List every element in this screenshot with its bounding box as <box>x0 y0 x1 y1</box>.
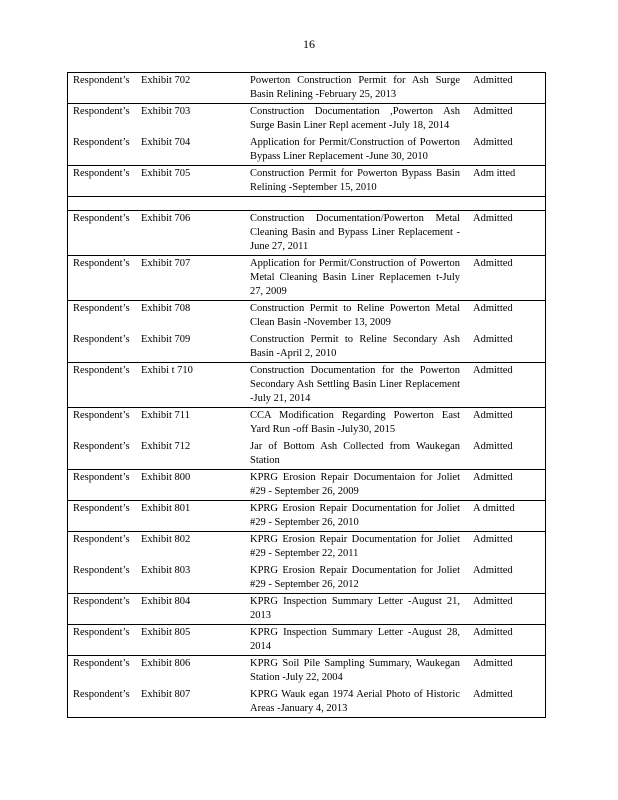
exhibit-description: CCA Modification Regarding Powerton East Yard Run -off Basin -July30, 2015 <box>250 410 460 435</box>
party-label: Respondent’s <box>73 137 130 148</box>
exhibit-group <box>68 73 545 104</box>
exhibit-group <box>68 501 545 532</box>
exhibit-number: Exhibit 706 <box>141 213 191 224</box>
page-number: 16 <box>303 37 315 51</box>
exhibit-row <box>68 211 545 255</box>
exhibit-number: Exhibit 805 <box>141 627 191 638</box>
exhibit-row <box>68 363 545 407</box>
exhibit-description: Construction Documentation/Powerton Metal Cleaning Basin and Bypass Liner Replacement -June 27, 2011 <box>250 213 460 252</box>
exhibit-number: Exhibit 802 <box>141 534 191 545</box>
party-label: Respondent’s <box>73 503 130 514</box>
exhibit-row <box>68 408 545 438</box>
exhibit-row <box>68 532 545 562</box>
exhibit-status: Adm itted <box>473 168 516 179</box>
party-label: Respondent’s <box>73 627 130 638</box>
exhibit-description: Construction Documentation ,Powerton Ash Surge Basin Liner Repl acement -July 18, 2014 <box>250 106 460 131</box>
exhibit-group <box>68 656 545 718</box>
exhibit-number: Exhibit 707 <box>141 258 191 269</box>
party-label: Respondent’s <box>73 106 130 117</box>
exhibit-status: Admitted <box>473 627 513 638</box>
exhibit-description: Construction Permit to Reline Powerton Metal Clean Basin -November 13, 2009 <box>250 303 460 328</box>
exhibit-status: Admitted <box>473 689 513 700</box>
exhibit-description: KPRG Inspection Summary Letter -August 28, 2014 <box>250 627 460 652</box>
exhibit-row <box>68 73 545 103</box>
exhibit-number: Exhibit 708 <box>141 303 191 314</box>
exhibit-description: Construction Documentation for the Powerton Secondary Ash Settling Basin Liner Replacement -July 21, 2014 <box>250 365 460 404</box>
exhibit-row <box>68 594 545 624</box>
exhibit-status: Admitted <box>473 75 513 86</box>
exhibit-group <box>68 363 545 408</box>
exhibit-status: Admitted <box>473 534 513 545</box>
party-label: Respondent’s <box>73 303 130 314</box>
exhibit-number: Exhibit 702 <box>141 75 191 86</box>
exhibit-number: Exhibit 803 <box>141 565 191 576</box>
exhibit-row <box>68 104 545 134</box>
exhibit-group <box>68 166 545 197</box>
exhibit-group <box>68 594 545 625</box>
exhibit-number: Exhibit 801 <box>141 503 191 514</box>
exhibit-status: Admitted <box>473 106 513 117</box>
exhibit-number: Exhibit 709 <box>141 334 191 345</box>
exhibit-status: Admitted <box>473 410 513 421</box>
exhibit-description: Application for Permit/Construction of Powerton Bypass Liner Replacement -June 30, 2010 <box>250 137 460 162</box>
exhibit-group <box>68 104 545 166</box>
exhibit-group <box>68 211 545 256</box>
exhibit-description: KPRG Erosion Repair Documentation for Joliet #29 - September 22, 2011 <box>250 534 460 559</box>
exhibit-description: KPRG Erosion Repair Documentation for Joliet #29 - September 26, 2010 <box>250 503 460 528</box>
party-label: Respondent’s <box>73 534 130 545</box>
exhibit-row <box>68 470 545 500</box>
exhibit-number: Exhibit 703 <box>141 106 191 117</box>
exhibit-group <box>68 256 545 301</box>
exhibit-description: KPRG Wauk egan 1974 Aerial Photo of Historic Areas -January 4, 2013 <box>250 689 460 714</box>
party-label: Respondent’s <box>73 410 130 421</box>
party-label: Respondent’s <box>73 658 130 669</box>
exhibit-description: Powerton Construction Permit for Ash Surge Basin Relining -February 25, 2013 <box>250 75 460 100</box>
exhibit-status: Admitted <box>473 565 513 576</box>
exhibit-status: Admitted <box>473 213 513 224</box>
exhibit-number: Exhibit 806 <box>141 658 191 669</box>
exhibit-number: Exhibit 800 <box>141 472 191 483</box>
exhibit-status: Admitted <box>473 472 513 483</box>
exhibit-row <box>68 135 545 165</box>
party-label: Respondent’s <box>73 75 130 86</box>
party-label: Respondent’s <box>73 472 130 483</box>
exhibit-status: Admitted <box>473 658 513 669</box>
exhibit-row <box>68 656 545 686</box>
party-label: Respondent’s <box>73 596 130 607</box>
exhibit-description: Construction Permit to Reline Secondary Ash Basin -April 2, 2010 <box>250 334 460 359</box>
exhibit-row <box>68 439 545 469</box>
party-label: Respondent’s <box>73 168 130 179</box>
blank-row <box>68 197 545 211</box>
party-label: Respondent’s <box>73 213 130 224</box>
exhibit-group <box>68 408 545 470</box>
exhibit-number: Exhibi t 710 <box>141 365 193 376</box>
party-label: Respondent’s <box>73 689 130 700</box>
exhibit-row <box>68 166 545 196</box>
exhibit-row <box>68 301 545 331</box>
exhibit-status: A dmitted <box>473 503 515 514</box>
exhibit-group <box>68 532 545 594</box>
party-label: Respondent’s <box>73 565 130 576</box>
exhibit-row <box>68 687 545 717</box>
exhibit-status: Admitted <box>473 596 513 607</box>
exhibit-table <box>67 72 546 718</box>
exhibit-group <box>68 301 545 363</box>
party-label: Respondent’s <box>73 334 130 345</box>
exhibit-row <box>68 563 545 593</box>
exhibit-row <box>68 501 545 531</box>
exhibit-row <box>68 332 545 362</box>
exhibit-description: Jar of Bottom Ash Collected from Waukegan Station <box>250 441 460 466</box>
exhibit-status: Admitted <box>473 137 513 148</box>
party-label: Respondent’s <box>73 365 130 376</box>
exhibit-number: Exhibit 807 <box>141 689 191 700</box>
exhibit-group <box>68 625 545 656</box>
exhibit-status: Admitted <box>473 258 513 269</box>
exhibit-description: Construction Permit for Powerton Bypass Basin Relining -September 15, 2010 <box>250 168 460 193</box>
party-label: Respondent’s <box>73 258 130 269</box>
exhibit-number: Exhibit 711 <box>141 410 190 421</box>
exhibit-description: Application for Permit/Construction of Powerton Metal Cleaning Basin Liner Replacemen t-July 27, 2009 <box>250 258 460 297</box>
exhibit-number: Exhibit 704 <box>141 137 191 148</box>
exhibit-description: KPRG Erosion Repair Documentation for Joliet #29 - September 26, 2012 <box>250 565 460 590</box>
exhibit-row <box>68 256 545 300</box>
exhibit-status: Admitted <box>473 334 513 345</box>
exhibit-group <box>68 470 545 501</box>
exhibit-number: Exhibit 804 <box>141 596 191 607</box>
exhibit-description: KPRG Erosion Repair Documentaion for Joliet #29 - September 26, 2009 <box>250 472 460 497</box>
exhibit-number: Exhibit 712 <box>141 441 191 452</box>
exhibit-description: KPRG Inspection Summary Letter -August 21, 2013 <box>250 596 460 621</box>
exhibit-status: Admitted <box>473 441 513 452</box>
exhibit-number: Exhibit 705 <box>141 168 191 179</box>
exhibit-row <box>68 625 545 655</box>
party-label: Respondent’s <box>73 441 130 452</box>
exhibit-status: Admitted <box>473 303 513 314</box>
exhibit-status: Admitted <box>473 365 513 376</box>
exhibit-description: KPRG Soil Pile Sampling Summary, Waukegan Station -July 22, 2004 <box>250 658 460 683</box>
